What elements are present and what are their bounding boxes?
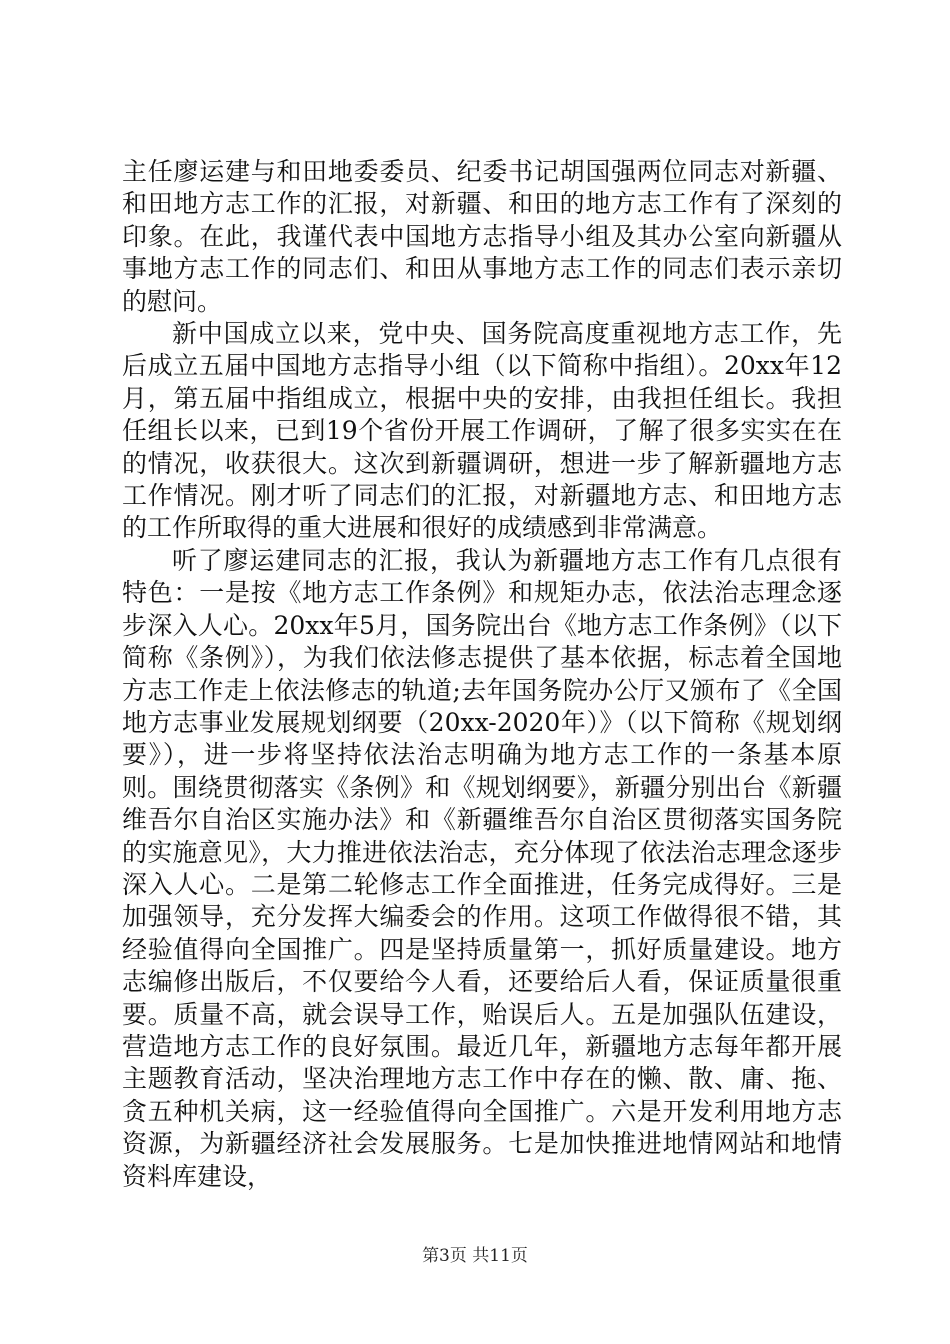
paragraph-2: 新中国成立以来，党中央、国务院高度重视地方志工作，先后成立五届中国地方志指导小组（以下简称中指组）。20xx年12月，第五届中指组成立，根据中央的安排，由我担任组长。我担任组长以来，已到19个省份开展工作调研，了解了很多实实在在的情况，收获很大。这次到新疆调研，想进一步了解新疆地方志工作情况。刚才听了同志们的汇报，对新疆地方志、和田地方志的工作所取得的重大进展和很好的成绩感到非常满意。: [122, 319, 842, 543]
paragraph-3: 听了廖运建同志的汇报，我认为新疆地方志工作有几点很有特色：一是按《地方志工作条例》和规矩办志，依法治志理念逐步深入人心。20xx年5月，国务院出台《地方志工作条例》（以下简称《条例》），为我们依法修志提供了基本依据，标志着全国地方志工作走上依法修志的轨道;去年国务院办公厅又颁布了《全国地方志事业发展规划纲要（20xx-2020年）》（以下简称《规划纲要》），进一步将坚持依法治志明确为地方志工作的一条基本原则。围绕贯彻落实《条例》和《规划纲要》，新疆分别出台《新疆维吾尔自治区实施办法》和《新疆维吾尔自治区贯彻落实国务院的实施意见》，大力推进依法治志，充分体现了依法治志理念逐步深入人心。二是第二轮修志工作全面推进，任务完成得好。三是加强领导，充分发挥大编委会的作用。这项工作做得很不错，其经验值得向全国推广。四是坚持质量第一，抓好质量建设。地方志编修出版后，不仅要给今人看，还要给后人看，保证质量很重要。质量不高，就会误导工作，贻误后人。五是加强队伍建设，营造地方志工作的良好氛围。最近几年，新疆地方志每年都开展主题教育活动，坚决治理地方志工作中存在的懒、散、庸、拖、贪五种机关病，这一经验值得向全国推广。六是开发利用地方志资源，为新疆经济社会发展服务。七是加快推进地情网站和地情资料库建设，: [122, 545, 842, 1191]
document-body: [122, 156, 842, 1193]
page-footer: 第3页 共11页: [422, 1246, 528, 1266]
paragraph-1: 主任廖运建与和田地委委员、纪委书记胡国强两位同志对新疆、和田地方志工作的汇报，对新疆、和田的地方志工作有了深刻的印象。在此，我谨代表中国地方志指导小组及其办公室向新疆从事地方志工作的同志们、和田从事地方志工作的同志们表示亲切的慰问。: [122, 157, 842, 316]
